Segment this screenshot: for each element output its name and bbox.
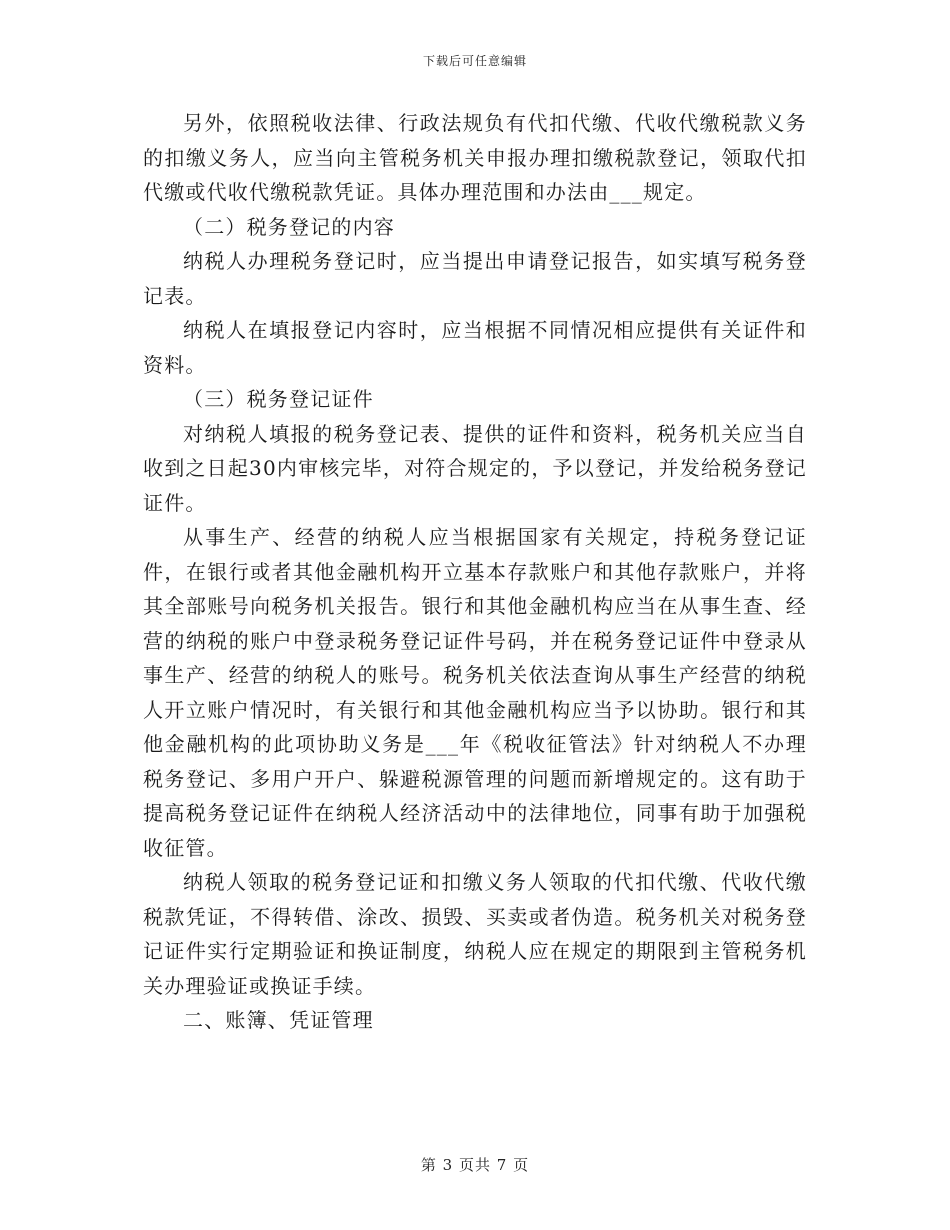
paragraph-registration-report: 纳税人办理税务登记时，应当提出申请登记报告，如实填写税务登记表。 — [143, 249, 807, 308]
page-number: 第 3 页共 7 页 — [420, 1156, 530, 1174]
paragraph-review-period: 对纳税人填报的税务登记表、提供的证件和资料，税务机关应当自收到之日起30内审核完毕，对符合规定的，予以登记，并发给税务登记证件。 — [143, 421, 807, 515]
paragraph-withholding-registration: 另外，依照税收法律、行政法规负有代扣代缴、代收代缴税款义务的扣缴义务人，应当向主管税务机关申报办理扣缴税款登记，领取代扣代缴或代收代缴税款凭证。具体办理范围和办法由___规定。 — [143, 111, 807, 204]
section-heading-books-vouchers: 二、账簿、凭证管理 — [183, 1008, 374, 1032]
paragraph-provide-documents: 纳税人在填报登记内容时，应当根据不同情况相应提供有关证件和资料。 — [143, 318, 807, 377]
section-heading-registration-content: （二）税务登记的内容 — [183, 214, 395, 239]
page-header-note: 下载后可任意编辑 — [422, 54, 527, 68]
section-heading-registration-certificate: （三）税务登记证件 — [183, 387, 374, 411]
paragraph-bank-accounts: 从事生产、经营的纳税人应当根据国家有关规定，持税务登记证件，在银行或者其他金融机构开立基本存款账户和其他存款账户，并将其全部账号向税务机关报告。银行和其他金融机构应当在从事生查、经营的纳税的账户中登录税务登记证件号码，并在税务登记证件中登录从事生产、经营的纳税人的账号。税务机关依法查询从事生产经营的纳税人开立账户情况时，有关银行和其他金融机构应当予以协助。银行和其他金融机构的此项协助义务是___年《税收征管法》针对纳税人不办理税务登记、多用户开户、躲避税源管理的问题而新增规定的。这有助于提高税务登记证件在纳税人经济活动中的法律地位，同事有助于加强税收征管。 — [143, 525, 807, 860]
paragraph-certificate-rules: 纳税人领取的税务登记证和扣缴义务人领取的代扣代缴、代收代缴税款凭证，不得转借、涂改、损毁、买卖或者伪造。税务机关对税务登记证件实行定期验证和换证制度，纳税人应在规定的期限到主管税务机关办理验证或换证手续。 — [143, 870, 807, 998]
document-body — [143, 106, 807, 1038]
